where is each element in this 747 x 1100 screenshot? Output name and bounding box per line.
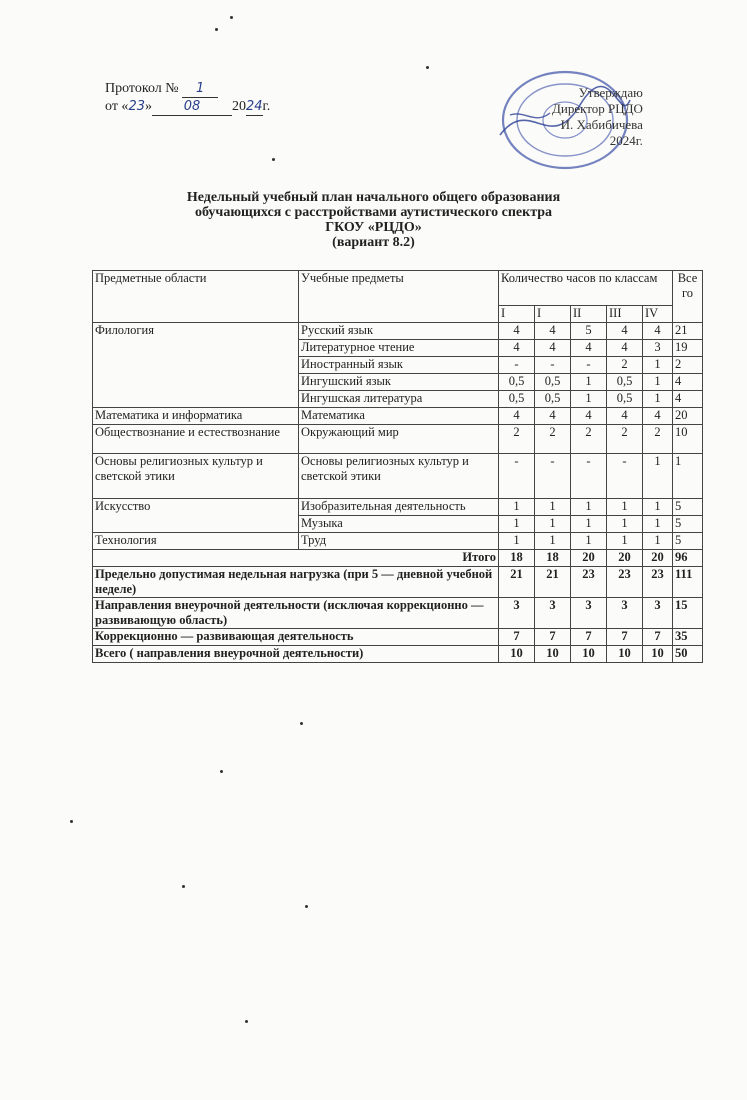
title-line-2: обучающихся с расстройствами аутистического спектра <box>194 205 553 220</box>
subject-cell: Изобразительная деятельность <box>299 499 499 516</box>
total-cell: 19 <box>673 340 703 357</box>
area-cell: Филология <box>93 323 299 408</box>
total-cell: 10 <box>673 425 703 454</box>
area-cell: Технология <box>93 533 299 550</box>
hours-cell: 10 <box>535 646 571 663</box>
hours-cell: 1 <box>643 391 673 408</box>
hours-cell: 1 <box>607 516 643 533</box>
hours-cell: 1 <box>499 516 535 533</box>
subject-cell: Литературное чтение <box>299 340 499 357</box>
hours-cell: 1 <box>535 516 571 533</box>
total-cell: 4 <box>673 374 703 391</box>
title-line-3: ГКОУ «РЦДО» <box>325 220 422 235</box>
hours-cell: 4 <box>607 323 643 340</box>
hours-cell: 3 <box>535 598 571 629</box>
area-cell: Основы религиозных культур и светской этики <box>93 454 299 499</box>
hours-cell: 7 <box>535 629 571 646</box>
hours-cell: - <box>535 357 571 374</box>
hours-cell: 10 <box>607 646 643 663</box>
class-header: III <box>607 306 643 323</box>
total-cell: 1 <box>673 454 703 499</box>
header-hours: Количество часов по классам <box>499 271 673 306</box>
speck <box>300 722 303 725</box>
protocol-year: 24 <box>245 99 263 114</box>
summary-row <box>93 567 703 598</box>
subject-cell: Русский язык <box>299 323 499 340</box>
subject-cell: Ингушская литература <box>299 391 499 408</box>
hours-cell: - <box>571 454 607 499</box>
class-header: IV <box>643 306 673 323</box>
hours-cell: 2 <box>607 425 643 454</box>
hours-cell: 4 <box>643 408 673 425</box>
hours-cell: 4 <box>571 408 607 425</box>
area-cell: Обществознание и естествознание <box>93 425 299 454</box>
itogo-label: Итого <box>93 550 499 567</box>
hours-cell: 10 <box>571 646 607 663</box>
protocol-month: 08 <box>152 98 232 116</box>
table-body <box>93 323 703 663</box>
title-line-1: Недельный учебный план начального общего образования <box>186 190 561 205</box>
protocol-day: 23 <box>128 99 145 114</box>
hours-cell: - <box>499 454 535 499</box>
subject-cell: Ингушский язык <box>299 374 499 391</box>
total-cell: 4 <box>673 391 703 408</box>
hours-cell: 1 <box>643 499 673 516</box>
summary-label: Предельно допустимая недельная нагрузка (при 5 — дневной учебной неделе) <box>93 567 499 598</box>
speck <box>182 885 185 888</box>
hours-cell: 10 <box>643 646 673 663</box>
hours-cell: 1 <box>643 516 673 533</box>
table-row <box>93 454 703 499</box>
total-cell: 5 <box>673 516 703 533</box>
hours-cell: 0,5 <box>535 391 571 408</box>
subject-cell: Математика <box>299 408 499 425</box>
hours-cell: 3 <box>499 598 535 629</box>
hours-cell: 1 <box>643 374 673 391</box>
total-cell: 50 <box>673 646 703 663</box>
protocol-year-prefix: 20 <box>231 99 246 114</box>
speck <box>70 820 73 823</box>
hours-cell: 4 <box>499 323 535 340</box>
approval-block <box>552 85 643 149</box>
hours-cell: 4 <box>535 323 571 340</box>
protocol-label: Протокол № <box>105 81 179 96</box>
summary-label: Направления внеурочной деятельности (исключая коррекционно — развивающую область) <box>93 598 499 629</box>
hours-cell: 1 <box>535 533 571 550</box>
hours-cell: 5 <box>571 323 607 340</box>
hours-cell: 4 <box>607 408 643 425</box>
hours-cell: 1 <box>571 516 607 533</box>
summary-row <box>93 598 703 629</box>
document-title <box>0 190 747 250</box>
hours-cell: 4 <box>607 340 643 357</box>
hours-cell: 4 <box>499 408 535 425</box>
hours-cell: 0,5 <box>607 374 643 391</box>
total-cell: 96 <box>673 550 703 567</box>
table-row <box>93 425 703 454</box>
hours-cell: - <box>499 357 535 374</box>
hours-cell: 3 <box>571 598 607 629</box>
hours-cell: - <box>607 454 643 499</box>
total-cell: 15 <box>673 598 703 629</box>
hours-cell: 1 <box>571 499 607 516</box>
hours-cell: 1 <box>571 391 607 408</box>
hours-cell: 3 <box>607 598 643 629</box>
hours-cell: - <box>535 454 571 499</box>
hours-cell: 1 <box>571 374 607 391</box>
hours-cell: 20 <box>571 550 607 567</box>
hours-cell: 2 <box>607 357 643 374</box>
hours-cell: 21 <box>499 567 535 598</box>
hours-cell: 18 <box>535 550 571 567</box>
class-header: I <box>499 306 535 323</box>
hours-cell: 1 <box>499 533 535 550</box>
summary-label: Коррекционно — развивающая деятельность <box>93 629 499 646</box>
hours-cell: 7 <box>607 629 643 646</box>
total-cell: 5 <box>673 499 703 516</box>
subject-cell: Иностранный язык <box>299 357 499 374</box>
total-cell: 35 <box>673 629 703 646</box>
area-cell: Искусство <box>93 499 299 533</box>
approval-line-1: Утверждаю <box>578 85 643 100</box>
hours-cell: 2 <box>499 425 535 454</box>
hours-cell: 1 <box>643 357 673 374</box>
hours-cell: 23 <box>607 567 643 598</box>
summary-label: Всего ( направления внеурочной деятельности) <box>93 646 499 663</box>
summary-row <box>93 629 703 646</box>
hours-cell: 1 <box>499 499 535 516</box>
hours-cell: 2 <box>643 425 673 454</box>
curriculum-table <box>92 270 703 663</box>
hours-cell: 10 <box>499 646 535 663</box>
protocol-block <box>105 80 270 116</box>
speck <box>220 770 223 773</box>
protocol-number: 1 <box>182 80 218 98</box>
hours-cell: 4 <box>571 340 607 357</box>
hours-cell: - <box>571 357 607 374</box>
table-row <box>93 408 703 425</box>
header-area: Предметные области <box>93 271 299 323</box>
hours-cell: 23 <box>571 567 607 598</box>
hours-cell: 1 <box>607 533 643 550</box>
hours-cell: 1 <box>535 499 571 516</box>
hours-cell: 20 <box>643 550 673 567</box>
hours-cell: 3 <box>643 340 673 357</box>
hours-cell: 23 <box>643 567 673 598</box>
protocol-date-prefix: от « <box>105 99 129 114</box>
class-header: I <box>535 306 571 323</box>
table-row <box>93 533 703 550</box>
subject-cell: Труд <box>299 533 499 550</box>
subject-cell: Основы религиозных культур и светской этики <box>299 454 499 499</box>
speck <box>245 1020 248 1023</box>
hours-cell: 0,5 <box>499 391 535 408</box>
itogo-row <box>93 550 703 567</box>
total-cell: 2 <box>673 357 703 374</box>
total-cell: 5 <box>673 533 703 550</box>
table-row <box>93 323 703 340</box>
title-line-4: (вариант 8.2) <box>332 235 415 250</box>
approval-line-2: Директор РЦДО <box>552 101 643 116</box>
hours-cell: 4 <box>643 323 673 340</box>
hours-cell: 0,5 <box>499 374 535 391</box>
total-cell: 20 <box>673 408 703 425</box>
hours-cell: 0,5 <box>607 391 643 408</box>
speck <box>215 28 218 31</box>
hours-cell: 0,5 <box>535 374 571 391</box>
hours-cell: 2 <box>535 425 571 454</box>
hours-cell: 21 <box>535 567 571 598</box>
hours-cell: 4 <box>535 408 571 425</box>
hours-cell: 20 <box>607 550 643 567</box>
approval-line-4: 2024г. <box>609 133 643 148</box>
hours-cell: 18 <box>499 550 535 567</box>
total-cell: 111 <box>673 567 703 598</box>
hours-cell: 1 <box>643 454 673 499</box>
area-cell: Математика и информатика <box>93 408 299 425</box>
hours-cell: 3 <box>643 598 673 629</box>
speck <box>230 16 233 19</box>
table-row <box>93 499 703 516</box>
hours-cell: 1 <box>607 499 643 516</box>
table-header-row <box>93 271 703 306</box>
protocol-date-line: от «23» 08 2024г. <box>105 99 271 114</box>
total-cell: 21 <box>673 323 703 340</box>
hours-cell: 4 <box>499 340 535 357</box>
class-header: II <box>571 306 607 323</box>
speck <box>426 66 429 69</box>
hours-cell: 7 <box>643 629 673 646</box>
speck <box>272 158 275 161</box>
hours-cell: 2 <box>571 425 607 454</box>
hours-cell: 4 <box>535 340 571 357</box>
header-subject: Учебные предметы <box>299 271 499 323</box>
summary-row <box>93 646 703 663</box>
approval-line-3: И. Хабибичева <box>560 117 643 132</box>
header-total: Все го <box>673 271 703 323</box>
subject-cell: Окружающий мир <box>299 425 499 454</box>
hours-cell: 7 <box>571 629 607 646</box>
subject-cell: Музыка <box>299 516 499 533</box>
protocol-suffix: г. <box>262 99 271 114</box>
hours-cell: 1 <box>643 533 673 550</box>
protocol-number-line <box>105 80 270 98</box>
hours-cell: 7 <box>499 629 535 646</box>
hours-cell: 1 <box>571 533 607 550</box>
speck <box>305 905 308 908</box>
